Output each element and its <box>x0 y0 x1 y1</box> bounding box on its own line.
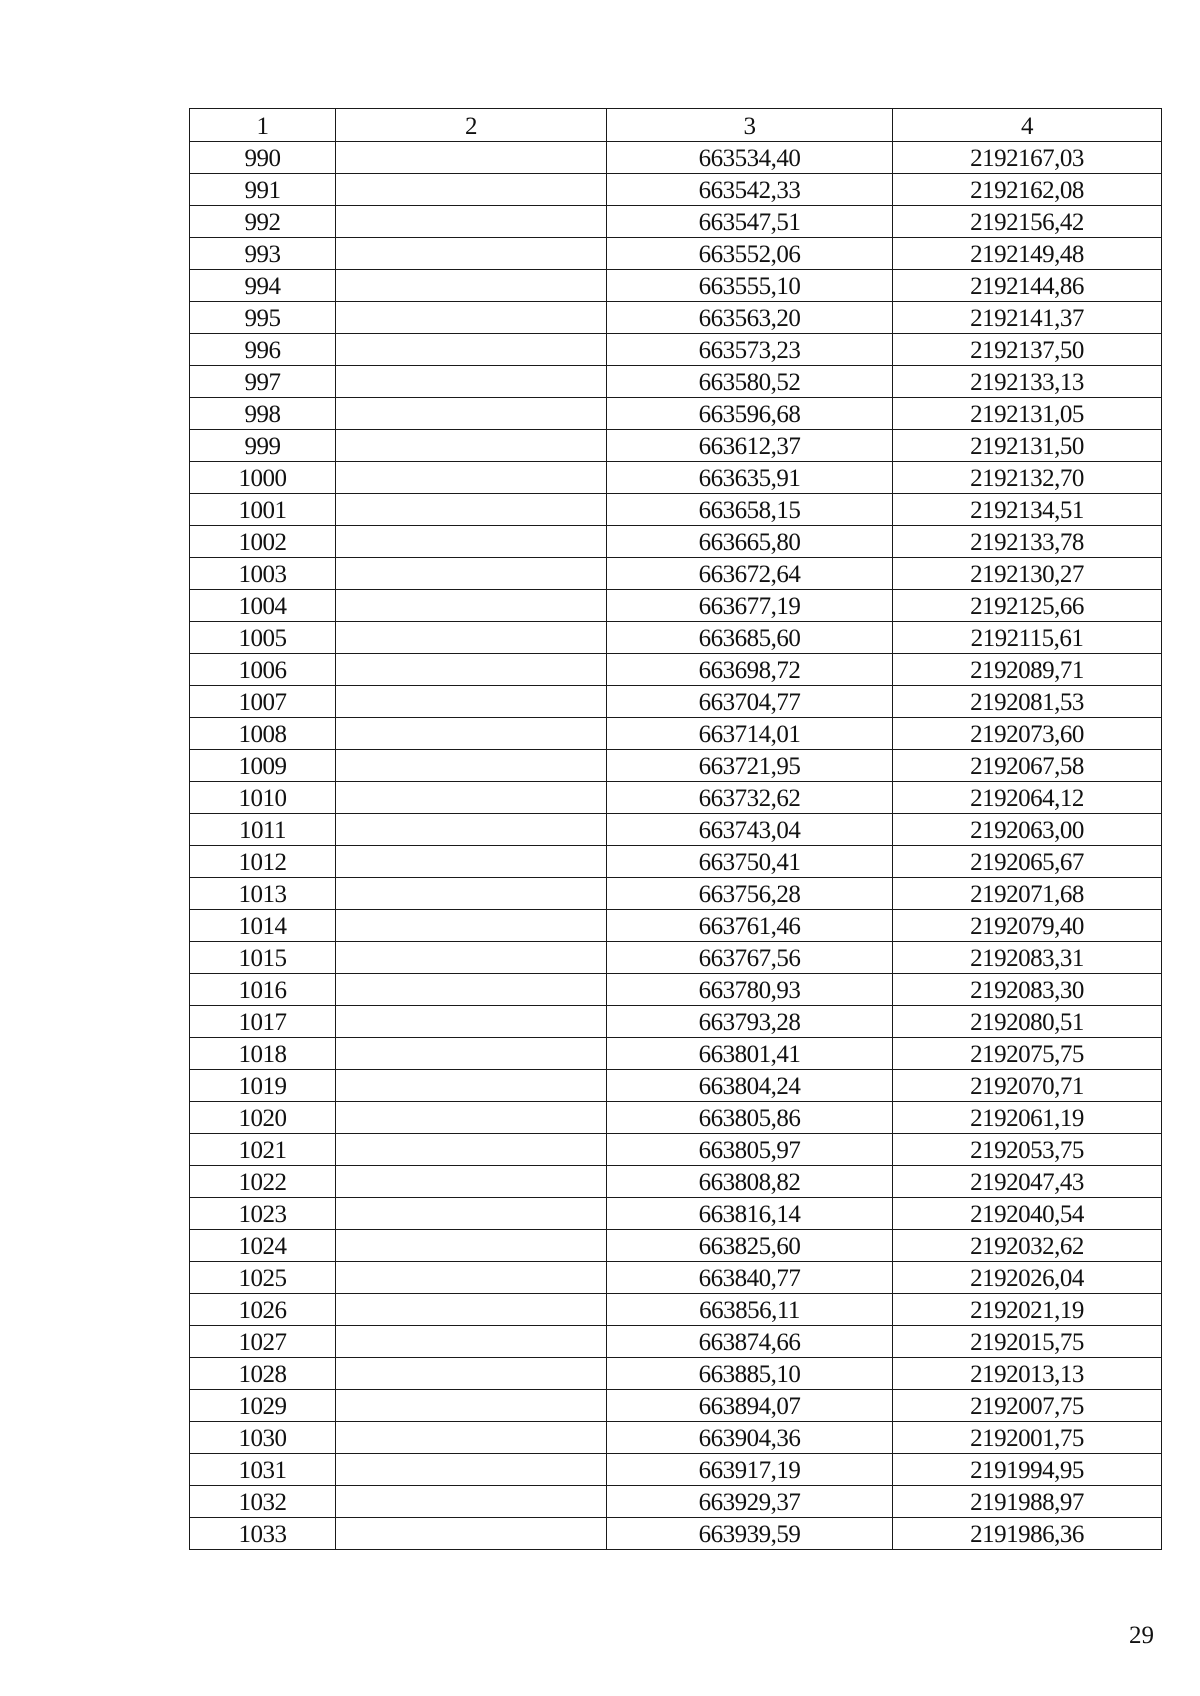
table-row <box>190 494 1162 526</box>
table-cell-col-1: 1020 <box>190 1102 336 1134</box>
table-cell-col-2 <box>336 1038 607 1070</box>
table-cell-col-2 <box>336 494 607 526</box>
table-cell-col-1: 995 <box>190 302 336 334</box>
table-cell-col-4: 2192130,27 <box>893 558 1162 590</box>
table-cell-col-3: 663721,95 <box>607 750 893 782</box>
table-cell-col-1: 1016 <box>190 974 336 1006</box>
coordinates-table <box>189 108 1162 1550</box>
table-cell-col-4: 2192079,40 <box>893 910 1162 942</box>
table-row <box>190 1518 1162 1550</box>
table-cell-col-1: 1021 <box>190 1134 336 1166</box>
table-cell-col-2 <box>336 238 607 270</box>
table-cell-col-2 <box>336 462 607 494</box>
table-cell-col-4: 2192125,66 <box>893 590 1162 622</box>
table-cell-col-2 <box>336 1198 607 1230</box>
table-cell-col-3: 663750,41 <box>607 846 893 878</box>
table-cell-col-2 <box>336 558 607 590</box>
table-cell-col-3: 663714,01 <box>607 718 893 750</box>
table-row <box>190 878 1162 910</box>
table-cell-col-4: 2192040,54 <box>893 1198 1162 1230</box>
table-cell-col-4: 2192001,75 <box>893 1422 1162 1454</box>
table-row <box>190 750 1162 782</box>
table-cell-col-4: 2192007,75 <box>893 1390 1162 1422</box>
table-cell-col-1: 1011 <box>190 814 336 846</box>
table-cell-col-4: 2192156,42 <box>893 206 1162 238</box>
table-cell-col-4: 2192133,78 <box>893 526 1162 558</box>
table-cell-col-2 <box>336 718 607 750</box>
table-row <box>190 1390 1162 1422</box>
table-cell-col-1: 997 <box>190 366 336 398</box>
table-header <box>190 109 1162 142</box>
table-cell-col-2 <box>336 1454 607 1486</box>
table-row <box>190 654 1162 686</box>
table-cell-col-1: 1029 <box>190 1390 336 1422</box>
table-cell-col-1: 1031 <box>190 1454 336 1486</box>
table-cell-col-3: 663704,77 <box>607 686 893 718</box>
table-row <box>190 1294 1162 1326</box>
table-cell-col-4: 2192073,60 <box>893 718 1162 750</box>
table-cell-col-2 <box>336 1102 607 1134</box>
table-row <box>190 238 1162 270</box>
table-cell-col-2 <box>336 1166 607 1198</box>
table-cell-col-3: 663665,80 <box>607 526 893 558</box>
table-cell-col-4: 2192132,70 <box>893 462 1162 494</box>
table-cell-col-3: 663635,91 <box>607 462 893 494</box>
table-row <box>190 206 1162 238</box>
table-cell-col-2 <box>336 206 607 238</box>
table-cell-col-4: 2192061,19 <box>893 1102 1162 1134</box>
table-cell-col-3: 663542,33 <box>607 174 893 206</box>
table-cell-col-2 <box>336 1518 607 1550</box>
table-cell-col-3: 663904,36 <box>607 1422 893 1454</box>
table-row <box>190 1358 1162 1390</box>
table-cell-col-1: 1028 <box>190 1358 336 1390</box>
table-row <box>190 942 1162 974</box>
table-row <box>190 622 1162 654</box>
table-cell-col-3: 663894,07 <box>607 1390 893 1422</box>
table-cell-col-1: 1023 <box>190 1198 336 1230</box>
table-cell-col-4: 2192047,43 <box>893 1166 1162 1198</box>
table-cell-col-1: 1014 <box>190 910 336 942</box>
table-body <box>190 142 1162 1550</box>
table-row <box>190 270 1162 302</box>
table-cell-col-3: 663685,60 <box>607 622 893 654</box>
table-row <box>190 302 1162 334</box>
table-row <box>190 1454 1162 1486</box>
table-cell-col-2 <box>336 1326 607 1358</box>
table-cell-col-2 <box>336 302 607 334</box>
table-row <box>190 590 1162 622</box>
table-cell-col-2 <box>336 1358 607 1390</box>
table-cell-col-1: 1012 <box>190 846 336 878</box>
table-cell-col-4: 2192149,48 <box>893 238 1162 270</box>
table-cell-col-2 <box>336 526 607 558</box>
table-cell-col-2 <box>336 1294 607 1326</box>
table-cell-col-3: 663534,40 <box>607 142 893 174</box>
table-cell-col-3: 663825,60 <box>607 1230 893 1262</box>
table-row <box>190 462 1162 494</box>
table-cell-col-4: 2192141,37 <box>893 302 1162 334</box>
table-row <box>190 1166 1162 1198</box>
table-cell-col-2 <box>336 142 607 174</box>
table-cell-col-1: 1027 <box>190 1326 336 1358</box>
table-cell-col-3: 663677,19 <box>607 590 893 622</box>
column-header-3: 3 <box>607 109 893 142</box>
table-cell-col-1: 990 <box>190 142 336 174</box>
table-cell-col-3: 663793,28 <box>607 1006 893 1038</box>
table-cell-col-3: 663840,77 <box>607 1262 893 1294</box>
table-cell-col-3: 663874,66 <box>607 1326 893 1358</box>
table-cell-col-3: 663856,11 <box>607 1294 893 1326</box>
table-cell-col-4: 2192137,50 <box>893 334 1162 366</box>
table-row <box>190 846 1162 878</box>
table-cell-col-1: 1015 <box>190 942 336 974</box>
table-cell-col-4: 2192013,13 <box>893 1358 1162 1390</box>
table-cell-col-1: 996 <box>190 334 336 366</box>
table-row <box>190 558 1162 590</box>
table-cell-col-2 <box>336 270 607 302</box>
table-cell-col-4: 2192067,58 <box>893 750 1162 782</box>
table-cell-col-2 <box>336 1486 607 1518</box>
header-row <box>190 109 1162 142</box>
table-cell-col-2 <box>336 1390 607 1422</box>
table-cell-col-2 <box>336 1230 607 1262</box>
table-row <box>190 1486 1162 1518</box>
table-cell-col-3: 663756,28 <box>607 878 893 910</box>
table-row <box>190 398 1162 430</box>
table-cell-col-4: 2192134,51 <box>893 494 1162 526</box>
table-cell-col-2 <box>336 174 607 206</box>
table-cell-col-4: 2192162,08 <box>893 174 1162 206</box>
table-row <box>190 526 1162 558</box>
table-cell-col-3: 663917,19 <box>607 1454 893 1486</box>
table-cell-col-4: 2192064,12 <box>893 782 1162 814</box>
table-row <box>190 1262 1162 1294</box>
table-row <box>190 910 1162 942</box>
table-cell-col-4: 2192144,86 <box>893 270 1162 302</box>
table-cell-col-3: 663563,20 <box>607 302 893 334</box>
table-cell-col-1: 992 <box>190 206 336 238</box>
table-cell-col-4: 2192070,71 <box>893 1070 1162 1102</box>
table-cell-col-1: 1018 <box>190 1038 336 1070</box>
table-cell-col-3: 663658,15 <box>607 494 893 526</box>
table-cell-col-4: 2192065,67 <box>893 846 1162 878</box>
table-cell-col-3: 663672,64 <box>607 558 893 590</box>
table-cell-col-4: 2192015,75 <box>893 1326 1162 1358</box>
table-cell-col-1: 994 <box>190 270 336 302</box>
table-cell-col-4: 2192021,19 <box>893 1294 1162 1326</box>
table-cell-col-2 <box>336 974 607 1006</box>
table-cell-col-2 <box>336 1006 607 1038</box>
table-cell-col-4: 2191986,36 <box>893 1518 1162 1550</box>
table-cell-col-3: 663612,37 <box>607 430 893 462</box>
table-cell-col-4: 2192080,51 <box>893 1006 1162 1038</box>
table-cell-col-1: 1006 <box>190 654 336 686</box>
table-cell-col-4: 2192089,71 <box>893 654 1162 686</box>
table-cell-col-2 <box>336 846 607 878</box>
table-cell-col-4: 2192083,31 <box>893 942 1162 974</box>
table-cell-col-3: 663805,97 <box>607 1134 893 1166</box>
table-row <box>190 814 1162 846</box>
table-cell-col-2 <box>336 942 607 974</box>
table-cell-col-2 <box>336 622 607 654</box>
table-cell-col-4: 2192115,61 <box>893 622 1162 654</box>
table-cell-col-3: 663767,56 <box>607 942 893 974</box>
table-cell-col-3: 663596,68 <box>607 398 893 430</box>
table-row <box>190 1070 1162 1102</box>
table-cell-col-2 <box>336 910 607 942</box>
table-cell-col-4: 2192167,03 <box>893 142 1162 174</box>
table-cell-col-4: 2192083,30 <box>893 974 1162 1006</box>
table-cell-col-1: 993 <box>190 238 336 270</box>
table-cell-col-3: 663808,82 <box>607 1166 893 1198</box>
table-cell-col-2 <box>336 878 607 910</box>
table-cell-col-4: 2192053,75 <box>893 1134 1162 1166</box>
table-row <box>190 142 1162 174</box>
table-cell-col-1: 1024 <box>190 1230 336 1262</box>
table-cell-col-1: 1030 <box>190 1422 336 1454</box>
table-cell-col-3: 663698,72 <box>607 654 893 686</box>
table-cell-col-2 <box>336 782 607 814</box>
table-cell-col-1: 1032 <box>190 1486 336 1518</box>
table-row <box>190 1198 1162 1230</box>
table-row <box>190 686 1162 718</box>
table-cell-col-1: 1019 <box>190 1070 336 1102</box>
table-cell-col-2 <box>336 814 607 846</box>
table-cell-col-1: 1033 <box>190 1518 336 1550</box>
table-cell-col-4: 2192032,62 <box>893 1230 1162 1262</box>
table-cell-col-3: 663743,04 <box>607 814 893 846</box>
table-row <box>190 1102 1162 1134</box>
table-cell-col-2 <box>336 654 607 686</box>
table-row <box>190 974 1162 1006</box>
table-row <box>190 1326 1162 1358</box>
table-cell-col-1: 1010 <box>190 782 336 814</box>
table-row <box>190 1230 1162 1262</box>
table-row <box>190 782 1162 814</box>
table-cell-col-3: 663816,14 <box>607 1198 893 1230</box>
table-cell-col-4: 2192075,75 <box>893 1038 1162 1070</box>
table-cell-col-1: 1025 <box>190 1262 336 1294</box>
table-row <box>190 1038 1162 1070</box>
table-cell-col-4: 2192063,00 <box>893 814 1162 846</box>
table-row <box>190 430 1162 462</box>
table-cell-col-3: 663929,37 <box>607 1486 893 1518</box>
table-row <box>190 174 1162 206</box>
table-cell-col-4: 2192071,68 <box>893 878 1162 910</box>
table-cell-col-2 <box>336 750 607 782</box>
table-cell-col-1: 1009 <box>190 750 336 782</box>
table-cell-col-4: 2192131,05 <box>893 398 1162 430</box>
table-cell-col-3: 663805,86 <box>607 1102 893 1134</box>
table-cell-col-2 <box>336 1262 607 1294</box>
table-cell-col-2 <box>336 1134 607 1166</box>
table-cell-col-2 <box>336 590 607 622</box>
table-cell-col-3: 663761,46 <box>607 910 893 942</box>
page-number: 29 <box>1129 1622 1154 1649</box>
table-cell-col-2 <box>336 398 607 430</box>
table-cell-col-4: 2191988,97 <box>893 1486 1162 1518</box>
table-row <box>190 1006 1162 1038</box>
table-row <box>190 718 1162 750</box>
table-cell-col-3: 663939,59 <box>607 1518 893 1550</box>
table-cell-col-4: 2192133,13 <box>893 366 1162 398</box>
column-header-1: 1 <box>190 109 336 142</box>
table-cell-col-1: 991 <box>190 174 336 206</box>
table-row <box>190 334 1162 366</box>
table-cell-col-1: 1001 <box>190 494 336 526</box>
table-row <box>190 1134 1162 1166</box>
table-cell-col-3: 663573,23 <box>607 334 893 366</box>
table-cell-col-1: 1000 <box>190 462 336 494</box>
table-cell-col-2 <box>336 334 607 366</box>
table-cell-col-1: 999 <box>190 430 336 462</box>
table-cell-col-3: 663552,06 <box>607 238 893 270</box>
table-cell-col-3: 663732,62 <box>607 782 893 814</box>
table-cell-col-1: 1002 <box>190 526 336 558</box>
column-header-2: 2 <box>336 109 607 142</box>
table-cell-col-1: 1003 <box>190 558 336 590</box>
table-cell-col-2 <box>336 686 607 718</box>
table-cell-col-1: 1026 <box>190 1294 336 1326</box>
table-cell-col-3: 663804,24 <box>607 1070 893 1102</box>
table-cell-col-2 <box>336 1070 607 1102</box>
table-cell-col-3: 663555,10 <box>607 270 893 302</box>
table-cell-col-4: 2192026,04 <box>893 1262 1162 1294</box>
table-cell-col-2 <box>336 430 607 462</box>
table-cell-col-1: 1013 <box>190 878 336 910</box>
table-cell-col-3: 663580,52 <box>607 366 893 398</box>
table-cell-col-1: 1008 <box>190 718 336 750</box>
table-cell-col-1: 1007 <box>190 686 336 718</box>
table-cell-col-1: 1022 <box>190 1166 336 1198</box>
table-cell-col-2 <box>336 366 607 398</box>
table-row <box>190 366 1162 398</box>
table-cell-col-1: 1005 <box>190 622 336 654</box>
table-cell-col-4: 2191994,95 <box>893 1454 1162 1486</box>
table-cell-col-2 <box>336 1422 607 1454</box>
table-cell-col-3: 663801,41 <box>607 1038 893 1070</box>
table-cell-col-1: 1017 <box>190 1006 336 1038</box>
table-cell-col-3: 663780,93 <box>607 974 893 1006</box>
table-row <box>190 1422 1162 1454</box>
table-cell-col-4: 2192081,53 <box>893 686 1162 718</box>
table-cell-col-1: 1004 <box>190 590 336 622</box>
column-header-4: 4 <box>893 109 1162 142</box>
table-cell-col-3: 663885,10 <box>607 1358 893 1390</box>
table-cell-col-3: 663547,51 <box>607 206 893 238</box>
table-cell-col-1: 998 <box>190 398 336 430</box>
table-cell-col-4: 2192131,50 <box>893 430 1162 462</box>
